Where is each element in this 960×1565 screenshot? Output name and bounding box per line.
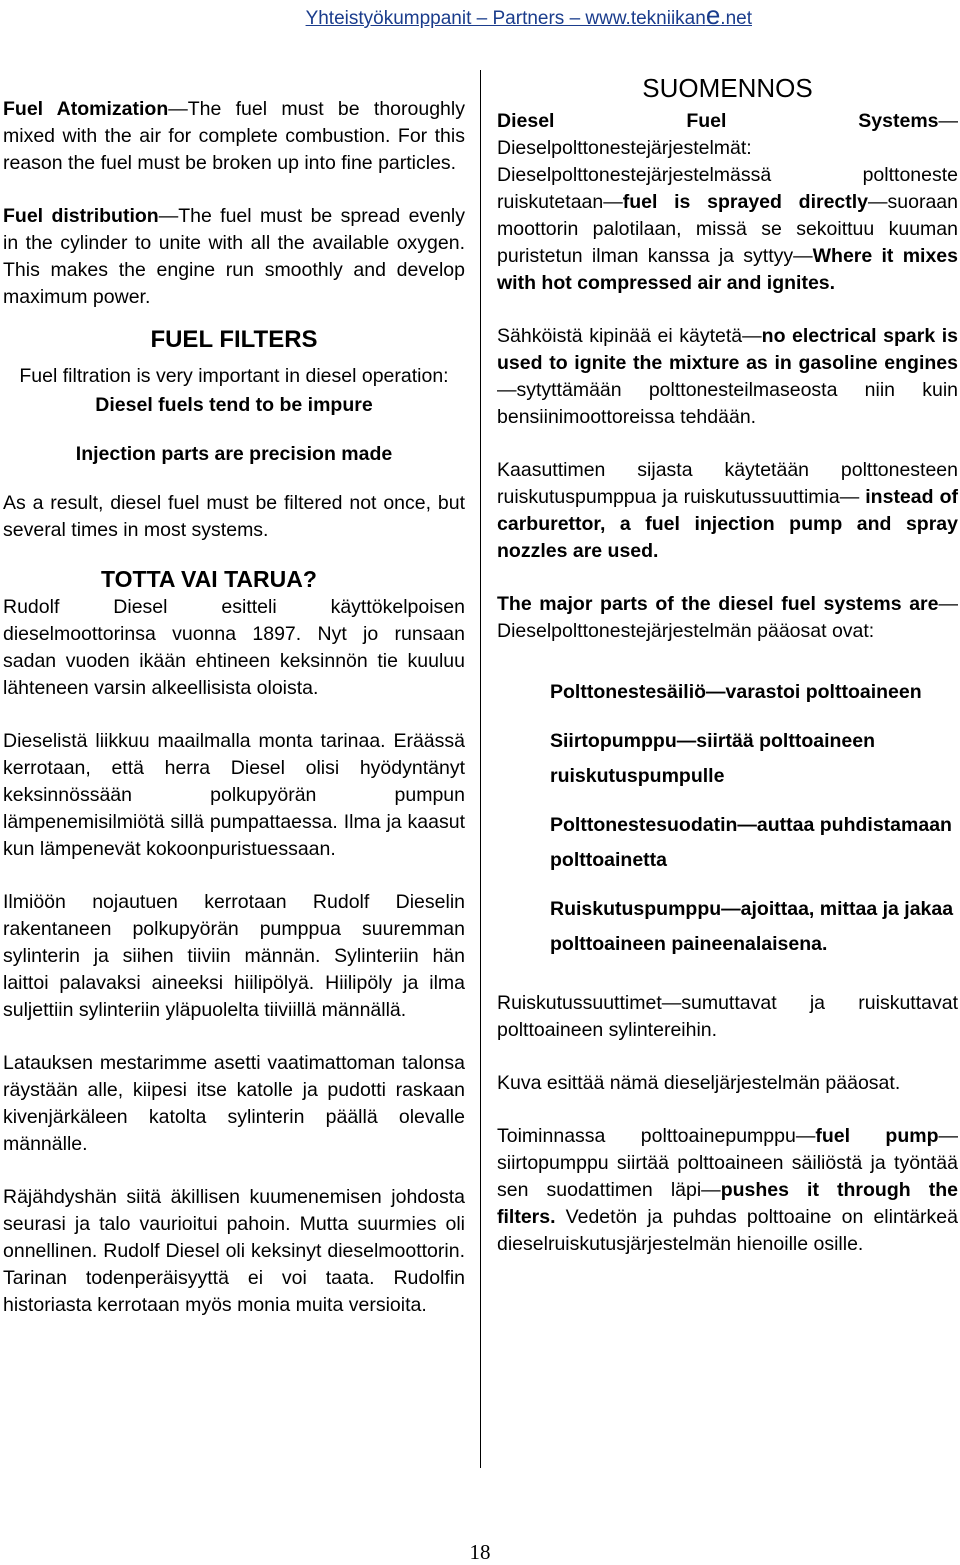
fuel-distribution-paragraph: Fuel distribution—The fuel must be spread evenly in the cylinder to unite with all the available oxygen. This makes the engine run smoothly and develop maximum power. (3, 205, 465, 308)
translation-text: Vedetön ja puhdas polttoaine on elintärkeä dieselruiskutusjärjestelmän hienoille osille. (497, 1206, 958, 1255)
translation-text: —siirtopumppu siirtää polttoaineen säiliöstä ja työntää sen suodattimen läpi— (497, 1125, 958, 1201)
header-text-part1: Yhteistyökumppanit – Partners – www.tekniikan (305, 8, 706, 29)
figure-reference-paragraph: Kuva esittää nämä dieseljärjestelmän pääosat. (497, 1072, 901, 1094)
fuel-atomization-text: The fuel must be thoroughly mixed with the air for complete combustion. For this reason the fuel must be broken up into fine particles. (3, 98, 465, 174)
header-text-part2: .net (720, 8, 752, 29)
header-partners-link[interactable] (305, 0, 752, 30)
list-item: Ruiskutuspumppu—ajoittaa, mittaa ja jakaa polttoaineen paineenalaisena. (550, 898, 954, 955)
translation-text: Toiminnassa polttoainepumppu— (497, 1125, 816, 1147)
fuel-filters-point-impure: Diesel fuels tend to be impure (95, 394, 373, 416)
diesel-fuel-systems-term: Diesel Fuel Systems (497, 110, 939, 132)
no-electrical-spark-paragraph: Sähköistä kipinää ei käytetä—no electrical spark is used to ignite the mixture as in gasoline engines—sytyttämään polttonesteilmaseosta niin kuin bensiinimoottoreissa tehdään. (497, 325, 959, 428)
translation-text: sytyttämään polttonesteilmaseosta niin kuin bensiinimoottoreissa tehdään. (497, 379, 958, 428)
no-electrical-spark-term: no electrical spark is used to ignite the mixture as in gasoline engines (497, 325, 959, 374)
mixes-with-hot-air: Where it mixes with hot compressed air and ignites. (497, 245, 958, 294)
fuel-sprayed-directly: fuel is sprayed directly (622, 191, 869, 213)
suomennos-heading: SUOMENNOS (642, 73, 813, 103)
list-item: Siirtopumppu—siirtää polttoaineen ruiskutuspumpulle (550, 730, 876, 787)
translation-text: Kaasuttimen sijasta käytetään polttonesteen ruiskutuspumppua ja ruiskutussuuttimia— (497, 459, 958, 508)
fuel-distribution-term: Fuel distribution (3, 205, 159, 227)
column-divider (480, 70, 481, 1468)
story-paragraph: Rudolf Diesel esitteli käyttökelpoisen dieselmoottorinsa vuonna 1897. Nyt jo runsaan sadan vuoden ikään ehtineen keksinnön tie kuuluu lähteneen varsin alkeellisista oloista. (3, 596, 465, 699)
diesel-fuel-systems-paragraph: Diesel Fuel Systems—Dieselpolttonestejärjestelmät: Dieselpolttonestejärjestelmässä polttoneste ruiskutetaan—fuel is sprayed directly—suoraan moottorin palotilaan, missä se sekoittuu kuuman puristetun ilman kanssa ja syttyy—Where it mixes with hot compressed air and ignites. (497, 110, 958, 294)
story-paragraph: Latauksen mestarimme asetti vaatimattoman talonsa räystään alle, kiipesi itse katolle ja pudotti raskaan kivenjärkäleen katolta sylinterin päällä olevalle männälle. (3, 1052, 465, 1155)
fuel-pump-term: fuel pump (815, 1125, 939, 1147)
injection-nozzles-paragraph: Ruiskutussuuttimet—sumuttavat ja ruiskuttavat polttoaineen sylintereihin. (497, 992, 958, 1041)
header-logo-e: e (705, 0, 721, 30)
translation-text: suoraan moottorin palotilaan, missä se sekoittuu kuuman puristetun ilman kanssa ja syttyy (497, 191, 958, 267)
pushes-through-filters-term: pushes it through the filters. (497, 1179, 958, 1228)
story-paragraph: Dieselistä liikkuu maailmalla monta tarinaa. Eräässä kerrotaan, että herra Diesel olisi hyödyntänyt keksinnössään polkupyörän pumpun lämpenemisilmiötä sillä pumpattaessa. Ilma ja kaasut kun lämpenevät kokoonpuristuessaan. (3, 730, 465, 860)
fuel-pump-paragraph (497, 1123, 958, 1258)
right-column (497, 72, 958, 1258)
fuel-filters-intro: Fuel filtration is very important in diesel operation: (19, 365, 449, 387)
list-item: Polttonestesuodatin—auttaa puhdistamaan polttoainetta (550, 814, 952, 871)
fuel-atomization-term: Fuel Atomization (3, 98, 169, 120)
story-paragraph: Ilmiöön nojautuen kerrotaan Rudolf Dieselin rakentaneen polkupyörän pumppua suuremman sylinterin ja siihen tiiviin männän. Sylinteriin hän laittoi palavaksi aineeksi hiilipölyä. Hiilipöly ja ilma suljettiin sylinteriin yläpuolelta tiiviillä männällä. (3, 891, 465, 1021)
translation-text: Dieselpolttonestejärjestelmät: Dieselpolttonestejärjestelmässä polttoneste ruiskutetaan (497, 137, 958, 213)
fuel-filters-point-precision: Injection parts are precision made (75, 443, 393, 465)
translation-text: Sähköistä kipinää ei käytetä (497, 325, 743, 347)
fuel-distribution-text: The fuel must be spread evenly in the cylinder to unite with all the available oxygen. This makes the engine run smoothly and develop maximum power. (3, 205, 465, 308)
left-column (3, 96, 465, 1319)
fuel-filters-heading: FUEL FILTERS (150, 326, 318, 353)
list-item: Polttonestesäiliö—varastoi polttoaineen (550, 681, 922, 703)
instead-of-carburettor-term: instead of carburettor, a fuel injection pump and spray nozzles are used. (497, 486, 958, 562)
translation-text: Dieselpolttonestejärjestelmän pääosat ovat: (497, 620, 875, 642)
major-parts-term: The major parts of the diesel fuel systems are (497, 593, 939, 615)
major-parts-paragraph: The major parts of the diesel fuel systems are—Dieselpolttonestejärjestelmän pääosat ovat: (497, 593, 958, 642)
fuel-filters-result: As a result, diesel fuel must be filtered not once, but several times in most systems. (3, 492, 465, 541)
story-paragraph: Räjähdyshän siitä äkillisen kuumenemisen johdosta seurasi ja talo vaurioitui pahoin. Mutta suurmies oli onnellinen. Rudolf Diesel oli keksinyt dieselmoottorin. Tarinan todenperäisyyttä ei voi taata. Rudolfin historiasta kerrotaan myös monia muita versioita. (3, 1186, 465, 1316)
page-number: 18 (469, 1540, 491, 1564)
totta-vai-tarua-heading: TOTTA VAI TARUA? (101, 566, 317, 592)
major-parts-list (497, 675, 958, 962)
fuel-atomization-paragraph: Fuel Atomization—The fuel must be thoroughly mixed with the air for complete combustion. For this reason the fuel must be broken up into fine particles. (3, 98, 465, 174)
carburettor-paragraph (497, 457, 958, 565)
